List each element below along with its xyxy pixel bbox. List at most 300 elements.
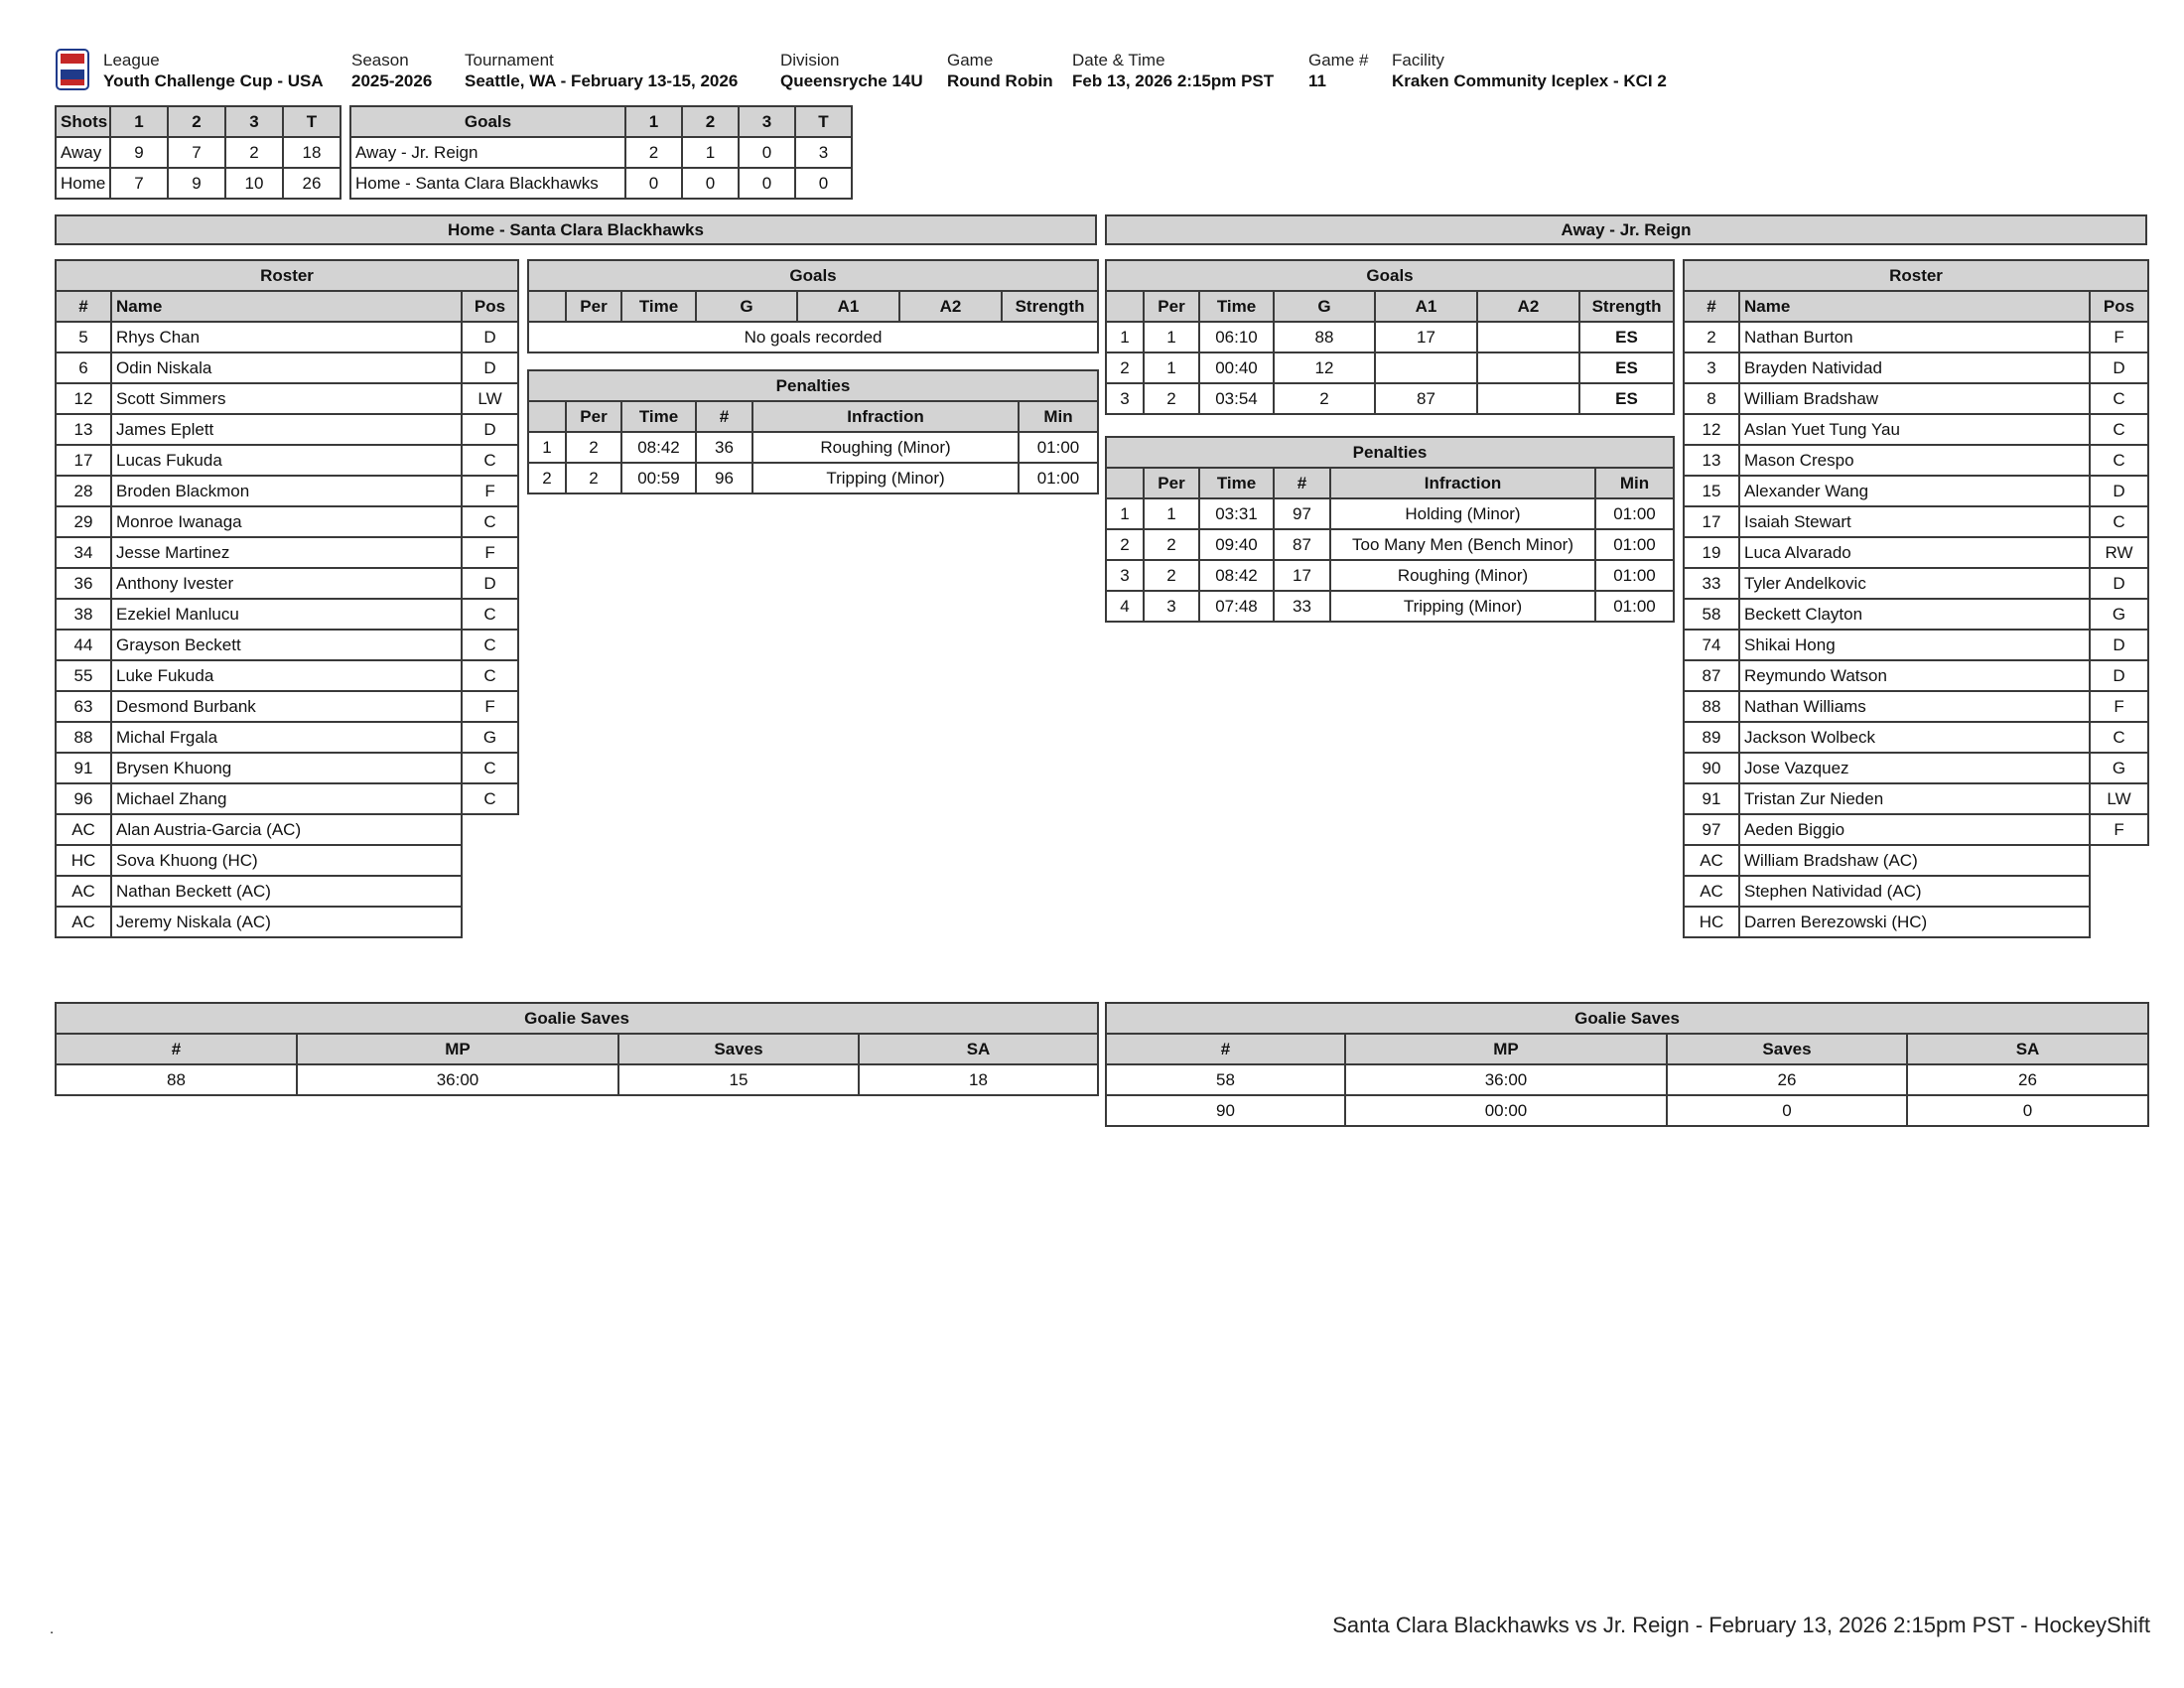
penalties-header: # (1274, 468, 1330, 498)
player-position: C (462, 506, 518, 537)
goals-summary-header: 3 (739, 106, 795, 137)
shots-cell: 10 (225, 168, 283, 199)
table-row (56, 168, 341, 199)
player-position: C (2090, 414, 2148, 445)
player-number: 5 (56, 322, 111, 352)
table-cell: 06:10 (1199, 322, 1274, 352)
player-position: C (462, 445, 518, 476)
shots-cell: 9 (110, 137, 168, 168)
goalie-header: Saves (1667, 1034, 1907, 1064)
goals-summary-cell: 0 (795, 168, 852, 199)
table-row (56, 414, 518, 445)
staff-role: AC (56, 814, 111, 845)
shots-cell: 26 (283, 168, 341, 199)
table-cell: 87 (1274, 529, 1330, 560)
table-row (1106, 529, 1674, 560)
player-number: 87 (1684, 660, 1739, 691)
player-number: 55 (56, 660, 111, 691)
table-cell: 08:42 (1199, 560, 1274, 591)
goals-header (528, 291, 566, 322)
shots-cell: 9 (168, 168, 225, 199)
facility-label: Facility (1392, 51, 1444, 70)
away-team-banner: Away - Jr. Reign (1105, 214, 2147, 245)
home-goals-table (527, 259, 1099, 353)
table-cell: 03:54 (1199, 383, 1274, 414)
staff-row (56, 876, 518, 907)
player-number: 12 (1684, 414, 1739, 445)
player-position: D (462, 352, 518, 383)
table-row (56, 383, 518, 414)
away-goalie-saves-table (1105, 1002, 2149, 1127)
player-name: Tristan Zur Nieden (1739, 783, 2090, 814)
home-roster-body (56, 322, 518, 937)
player-name: Jesse Martinez (111, 537, 462, 568)
roster-header-name: Name (111, 291, 462, 322)
footer-left-mark: . (50, 1620, 55, 1637)
penalties-header: Time (621, 401, 696, 432)
table-row (1106, 352, 1674, 383)
player-position: D (2090, 352, 2148, 383)
table-row (1684, 568, 2148, 599)
season-label: Season (351, 51, 409, 70)
table-row (1684, 352, 2148, 383)
player-number: 74 (1684, 630, 1739, 660)
player-position: F (2090, 691, 2148, 722)
player-name: Reymundo Watson (1739, 660, 2090, 691)
table-cell: 2 (1144, 560, 1199, 591)
player-number: 38 (56, 599, 111, 630)
away-goals-body (1106, 322, 1674, 414)
player-number: 91 (1684, 783, 1739, 814)
player-number: 28 (56, 476, 111, 506)
header-game (947, 50, 1053, 91)
table-cell: ES (1579, 352, 1674, 383)
table-cell: 87 (1375, 383, 1477, 414)
table-cell: 07:48 (1199, 591, 1274, 622)
home-penalties-title: Penalties (528, 370, 1098, 401)
goals-summary-team: Home - Santa Clara Blackhawks (350, 168, 625, 199)
player-name: Beckett Clayton (1739, 599, 2090, 630)
table-row (1684, 630, 2148, 660)
table-cell: 01:00 (1595, 560, 1674, 591)
away-penalties-body (1106, 498, 1674, 622)
player-name: Luke Fukuda (111, 660, 462, 691)
shots-cell: 7 (110, 168, 168, 199)
header-division (780, 50, 923, 91)
table-row (1684, 383, 2148, 414)
player-position: D (2090, 568, 2148, 599)
player-position: RW (2090, 537, 2148, 568)
away-roster-body (1684, 322, 2148, 937)
header-facility (1392, 50, 1667, 91)
header-league (103, 50, 324, 91)
goals-summary-header: Goals (350, 106, 625, 137)
home-goals-empty: No goals recorded (528, 322, 1098, 352)
table-row (56, 322, 518, 352)
table-cell: 08:42 (621, 432, 696, 463)
goals-summary-header: 2 (682, 106, 739, 137)
penalties-header: Time (1199, 468, 1274, 498)
table-cell: 36:00 (297, 1064, 618, 1095)
player-name: Nathan Burton (1739, 322, 2090, 352)
goals-header (1106, 291, 1144, 322)
staff-name: Alan Austria-Garcia (AC) (111, 814, 462, 845)
player-name: Brayden Natividad (1739, 352, 2090, 383)
table-row (56, 783, 518, 814)
staff-empty-cell (2090, 876, 2148, 907)
player-number: 29 (56, 506, 111, 537)
roster-header-pos: Pos (2090, 291, 2148, 322)
table-row (56, 445, 518, 476)
table-cell: Tripping (Minor) (1330, 591, 1595, 622)
table-row (528, 432, 1098, 463)
away-goals-title: Goals (1106, 260, 1674, 291)
player-position: C (462, 660, 518, 691)
player-position: F (462, 476, 518, 506)
goals-header: G (696, 291, 797, 322)
penalties-header: Infraction (752, 401, 1019, 432)
player-number: 33 (1684, 568, 1739, 599)
goalie-header: Saves (618, 1034, 859, 1064)
goals-header: A2 (1477, 291, 1579, 322)
table-cell: Too Many Men (Bench Minor) (1330, 529, 1595, 560)
player-number: 17 (56, 445, 111, 476)
table-row (1684, 414, 2148, 445)
player-name: Aslan Yuet Tung Yau (1739, 414, 2090, 445)
facility-value: Kraken Community Iceplex - KCI 2 (1392, 71, 1667, 90)
table-cell: 1 (1106, 322, 1144, 352)
player-name: Odin Niskala (111, 352, 462, 383)
player-position: C (462, 599, 518, 630)
goals-header: G (1274, 291, 1375, 322)
table-cell: 26 (1667, 1064, 1907, 1095)
table-row (56, 753, 518, 783)
staff-empty-cell (2090, 845, 2148, 876)
player-number: 91 (56, 753, 111, 783)
shots-header: 1 (110, 106, 168, 137)
table-row (1106, 1095, 2148, 1126)
table-cell: 2 (1274, 383, 1375, 414)
goals-header: Strength (1579, 291, 1674, 322)
table-cell: 2 (566, 432, 621, 463)
table-row (56, 537, 518, 568)
player-name: Aeden Biggio (1739, 814, 2090, 845)
table-cell: 2 (1106, 529, 1144, 560)
table-cell: Tripping (Minor) (752, 463, 1019, 493)
table-cell (1477, 383, 1579, 414)
player-position: C (2090, 445, 2148, 476)
penalties-header (1106, 468, 1144, 498)
table-row (1684, 783, 2148, 814)
away-goalie-saves-title: Goalie Saves (1106, 1003, 2148, 1034)
player-position: C (2090, 506, 2148, 537)
table-row (1684, 599, 2148, 630)
penalties-header: Min (1595, 468, 1674, 498)
table-row (56, 722, 518, 753)
player-number: 90 (1684, 753, 1739, 783)
goals-summary-cell: 1 (682, 137, 739, 168)
table-cell: 3 (1144, 591, 1199, 622)
player-position: C (462, 783, 518, 814)
datetime-value: Feb 13, 2026 2:15pm PST (1072, 71, 1275, 90)
goals-summary-header: 1 (625, 106, 682, 137)
away-roster-title: Roster (1684, 260, 2148, 291)
table-row (1684, 537, 2148, 568)
away-goalie-body (1106, 1064, 2148, 1126)
table-row (1106, 591, 1674, 622)
table-cell: 58 (1106, 1064, 1345, 1095)
goals-header: Time (1199, 291, 1274, 322)
penalties-header: Per (566, 401, 621, 432)
player-name: Isaiah Stewart (1739, 506, 2090, 537)
goals-header: Per (566, 291, 621, 322)
player-position: D (462, 414, 518, 445)
staff-name: Sova Khuong (HC) (111, 845, 462, 876)
table-row (528, 463, 1098, 493)
goalie-header: MP (297, 1034, 618, 1064)
shots-cell: 18 (283, 137, 341, 168)
table-cell (1375, 352, 1477, 383)
player-position: D (462, 568, 518, 599)
staff-name: Stephen Natividad (AC) (1739, 876, 2090, 907)
goals-summary-cell: 0 (739, 168, 795, 199)
away-penalties-title: Penalties (1106, 437, 1674, 468)
table-row (1684, 753, 2148, 783)
table-cell: 01:00 (1019, 432, 1098, 463)
goals-summary-cell: 2 (625, 137, 682, 168)
player-position: F (462, 691, 518, 722)
player-number: 63 (56, 691, 111, 722)
goalie-header: # (1106, 1034, 1345, 1064)
staff-empty-cell (462, 907, 518, 937)
player-number: 13 (56, 414, 111, 445)
table-row (1684, 814, 2148, 845)
player-name: William Bradshaw (1739, 383, 2090, 414)
table-row (1106, 560, 1674, 591)
staff-name: Jeremy Niskala (AC) (111, 907, 462, 937)
player-number: 88 (1684, 691, 1739, 722)
tournament-label: Tournament (465, 51, 554, 70)
penalties-header: Min (1019, 401, 1098, 432)
player-name: Mason Crespo (1739, 445, 2090, 476)
player-name: Lucas Fukuda (111, 445, 462, 476)
staff-name: William Bradshaw (AC) (1739, 845, 2090, 876)
game-number-value: 11 (1308, 71, 1326, 90)
player-name: Scott Simmers (111, 383, 462, 414)
datetime-label: Date & Time (1072, 51, 1165, 70)
player-number: 34 (56, 537, 111, 568)
player-position: D (2090, 476, 2148, 506)
table-cell: Holding (Minor) (1330, 498, 1595, 529)
table-cell: 09:40 (1199, 529, 1274, 560)
player-name: Rhys Chan (111, 322, 462, 352)
table-cell (1477, 322, 1579, 352)
player-number: 15 (1684, 476, 1739, 506)
staff-role: AC (1684, 845, 1739, 876)
player-position: C (2090, 722, 2148, 753)
table-cell: 00:59 (621, 463, 696, 493)
player-name: Luca Alvarado (1739, 537, 2090, 568)
table-cell: 2 (528, 463, 566, 493)
goals-header: A1 (1375, 291, 1477, 322)
penalties-header: Per (1144, 468, 1199, 498)
table-cell: 3 (1106, 560, 1144, 591)
penalties-header: Infraction (1330, 468, 1595, 498)
table-cell: 01:00 (1595, 498, 1674, 529)
roster-header-name: Name (1739, 291, 2090, 322)
away-roster-table (1683, 259, 2149, 938)
table-cell: 97 (1274, 498, 1330, 529)
player-position: F (2090, 322, 2148, 352)
division-value: Queensryche 14U (780, 71, 923, 90)
table-cell: 33 (1274, 591, 1330, 622)
penalties-header (528, 401, 566, 432)
home-goals-title: Goals (528, 260, 1098, 291)
player-number: 89 (1684, 722, 1739, 753)
home-goalie-saves-title: Goalie Saves (56, 1003, 1098, 1034)
shots-header: Shots (56, 106, 110, 137)
roster-header-number: # (1684, 291, 1739, 322)
player-number: 8 (1684, 383, 1739, 414)
player-name: Monroe Iwanaga (111, 506, 462, 537)
player-name: Michal Frgala (111, 722, 462, 753)
player-position: F (2090, 814, 2148, 845)
table-row (56, 476, 518, 506)
home-goalie-body (56, 1064, 1098, 1095)
player-position: D (462, 322, 518, 352)
table-row (56, 660, 518, 691)
header-datetime (1072, 50, 1274, 91)
home-roster-title: Roster (56, 260, 518, 291)
table-row (56, 599, 518, 630)
header-tournament (465, 50, 738, 91)
table-row (1684, 722, 2148, 753)
table-cell: 36:00 (1345, 1064, 1667, 1095)
away-goals-table (1105, 259, 1675, 415)
table-row (1684, 506, 2148, 537)
player-position: F (462, 537, 518, 568)
goals-header: A1 (797, 291, 899, 322)
staff-empty-cell (2090, 907, 2148, 937)
staff-empty-cell (462, 814, 518, 845)
goals-summary-table (349, 105, 853, 200)
shots-cell: Away (56, 137, 110, 168)
staff-role: HC (1684, 907, 1739, 937)
player-name: Broden Blackmon (111, 476, 462, 506)
shots-cell: Home (56, 168, 110, 199)
player-number: 2 (1684, 322, 1739, 352)
table-row (1106, 383, 1674, 414)
table-cell: 2 (1144, 529, 1199, 560)
goals-summary-cell: 0 (625, 168, 682, 199)
staff-row (1684, 845, 2148, 876)
table-row (1684, 476, 2148, 506)
player-number: 19 (1684, 537, 1739, 568)
shots-cell: 7 (168, 137, 225, 168)
player-number: 44 (56, 630, 111, 660)
game-value: Round Robin (947, 71, 1053, 90)
table-cell: 3 (1106, 383, 1144, 414)
player-name: Desmond Burbank (111, 691, 462, 722)
league-logo-icon (55, 48, 90, 91)
table-cell: 2 (566, 463, 621, 493)
player-position: LW (462, 383, 518, 414)
goals-header: Per (1144, 291, 1199, 322)
table-cell: 00:40 (1199, 352, 1274, 383)
table-row (1684, 445, 2148, 476)
table-row (1106, 498, 1674, 529)
shots-header: 3 (225, 106, 283, 137)
table-row (1684, 691, 2148, 722)
player-position: C (462, 753, 518, 783)
staff-role: AC (56, 876, 111, 907)
table-cell: 1 (528, 432, 566, 463)
table-cell: 01:00 (1019, 463, 1098, 493)
table-cell: 03:31 (1199, 498, 1274, 529)
table-cell: 2 (1106, 352, 1144, 383)
player-name: Alexander Wang (1739, 476, 2090, 506)
player-name: Jose Vazquez (1739, 753, 2090, 783)
player-number: 58 (1684, 599, 1739, 630)
player-name: Tyler Andelkovic (1739, 568, 2090, 599)
shots-table (55, 105, 341, 200)
goalie-header: # (56, 1034, 297, 1064)
footer-text: Santa Clara Blackhawks vs Jr. Reign - February 13, 2026 2:15pm PST - HockeyShift (1332, 1613, 2150, 1637)
goals-summary-header: T (795, 106, 852, 137)
table-row (1684, 322, 2148, 352)
goalie-header: SA (1907, 1034, 2148, 1064)
league-label: League (103, 51, 160, 70)
table-cell: 1 (1144, 352, 1199, 383)
table-cell: 26 (1907, 1064, 2148, 1095)
player-position: C (462, 630, 518, 660)
tournament-value: Seattle, WA - February 13-15, 2026 (465, 71, 739, 90)
table-cell: 88 (56, 1064, 297, 1095)
player-name: James Eplett (111, 414, 462, 445)
table-cell: 00:00 (1345, 1095, 1667, 1126)
game-label: Game (947, 51, 994, 70)
goals-header: Time (621, 291, 696, 322)
table-row (56, 691, 518, 722)
goals-summary-cell: 0 (739, 137, 795, 168)
staff-role: AC (56, 907, 111, 937)
home-roster-table (55, 259, 519, 938)
player-position: D (2090, 630, 2148, 660)
roster-header-pos: Pos (462, 291, 518, 322)
player-number: 17 (1684, 506, 1739, 537)
table-row (350, 137, 852, 168)
table-cell: 36 (696, 432, 752, 463)
goals-header: A2 (899, 291, 1002, 322)
goals-summary-cell: 0 (682, 168, 739, 199)
league-value: Youth Challenge Cup - USA (103, 71, 324, 90)
staff-role: HC (56, 845, 111, 876)
table-cell: Roughing (Minor) (752, 432, 1019, 463)
player-position: D (2090, 660, 2148, 691)
table-cell: ES (1579, 383, 1674, 414)
table-row (56, 630, 518, 660)
table-cell: 17 (1375, 322, 1477, 352)
goals-summary-cell: 3 (795, 137, 852, 168)
player-position: C (2090, 383, 2148, 414)
home-penalties-body (528, 432, 1098, 493)
home-goalie-saves-table (55, 1002, 1099, 1096)
player-number: 96 (56, 783, 111, 814)
table-cell: 0 (1667, 1095, 1907, 1126)
table-cell: 4 (1106, 591, 1144, 622)
table-row (56, 352, 518, 383)
player-name: Michael Zhang (111, 783, 462, 814)
